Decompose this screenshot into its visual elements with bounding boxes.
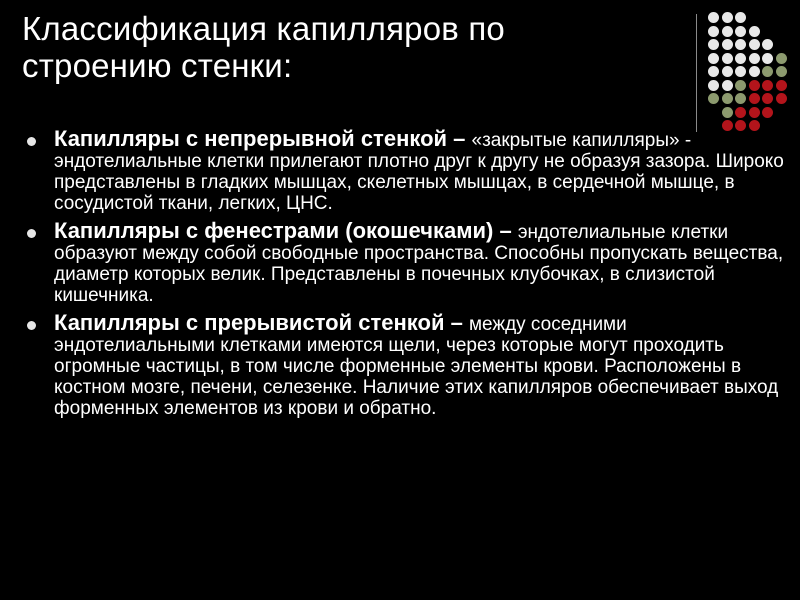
decor-dot-white	[749, 39, 760, 50]
decor-dot-white	[762, 39, 773, 50]
decorative-dot-grid	[708, 12, 792, 132]
decor-dot-red	[749, 80, 760, 91]
decor-dot-white	[708, 26, 719, 37]
bullet-item-discontinuous	[26, 312, 788, 419]
bullet-list	[26, 128, 788, 425]
bullet-dash: –	[447, 126, 472, 151]
bullet-text: «закрытые капилляры» - эндотелиальные клетки прилегают плотно друг к другу не образуя зазора. Широко представлены в гладких мышцах, скелетных мышцах, в сердечной мышце, в сосудистой ткани, легких, ЦНС.	[54, 130, 784, 214]
bullet-item-fenestrated	[26, 220, 788, 306]
bullet-term: Капилляры с фенестрами (окошечками)	[54, 218, 494, 243]
decor-dot-red	[749, 107, 760, 118]
decor-dot-white	[735, 53, 746, 64]
decor-dot-white	[722, 80, 733, 91]
decor-dot-olive	[722, 107, 733, 118]
decor-dot-white	[708, 53, 719, 64]
bullet-dot-icon	[27, 229, 36, 238]
decor-dot-olive	[776, 66, 787, 77]
bullet-dash: –	[493, 218, 518, 243]
slide-title: Классификация капилляров по строению стенки:	[22, 10, 505, 84]
decor-dot-white	[749, 26, 760, 37]
decor-dot-olive	[708, 93, 719, 104]
decor-dot-white	[735, 39, 746, 50]
decor-dot-white	[708, 39, 719, 50]
decor-dot-olive	[762, 66, 773, 77]
decor-dot-white	[749, 66, 760, 77]
decor-dot-white	[722, 26, 733, 37]
decor-dot-olive	[735, 80, 746, 91]
decor-dot-red	[762, 93, 773, 104]
bullet-term: Капилляры с непрерывной стенкой	[54, 126, 448, 151]
decor-dot-olive	[776, 53, 787, 64]
decor-dot-white	[722, 66, 733, 77]
bullet-text: между соседними эндотелиальными клетками имеются щели, через которые могут проходить огромные частицы, в том числе форменные элементы крови. Расположены в костном мозге, печени, селезенке. Наличие этих капилляров обеспечивает выход форменных элементов из крови и обратно.	[54, 314, 779, 419]
bullet-dot-icon	[27, 137, 36, 146]
decor-dot-white	[722, 39, 733, 50]
decor-dot-red	[776, 93, 787, 104]
decor-dot-white	[708, 80, 719, 91]
decor-dot-red	[749, 93, 760, 104]
decor-dot-white	[749, 53, 760, 64]
decor-dot-white	[735, 66, 746, 77]
bullet-dash: –	[444, 310, 469, 335]
bullet-item-continuous	[26, 128, 788, 214]
bullet-text: эндотелиальные клетки образуют между собой свободные пространства. Способны пропускать вещества, диаметр которых велик. Представлены в почечных клубочках, в слизистой кишечника.	[54, 222, 784, 306]
decor-dot-white	[722, 12, 733, 23]
decor-dot-white	[708, 66, 719, 77]
decor-dot-olive	[735, 93, 746, 104]
decor-dot-white	[735, 12, 746, 23]
vertical-divider-line	[696, 14, 697, 132]
bullet-term: Капилляры с прерывистой стенкой	[54, 310, 445, 335]
decor-dot-white	[762, 53, 773, 64]
decor-dot-red	[762, 107, 773, 118]
decor-dot-olive	[722, 93, 733, 104]
decor-dot-red	[735, 107, 746, 118]
decor-dot-red	[762, 80, 773, 91]
decor-dot-white	[708, 12, 719, 23]
decor-dot-white	[735, 26, 746, 37]
decor-dot-red	[776, 80, 787, 91]
bullet-dot-icon	[27, 321, 36, 330]
decor-dot-white	[722, 53, 733, 64]
